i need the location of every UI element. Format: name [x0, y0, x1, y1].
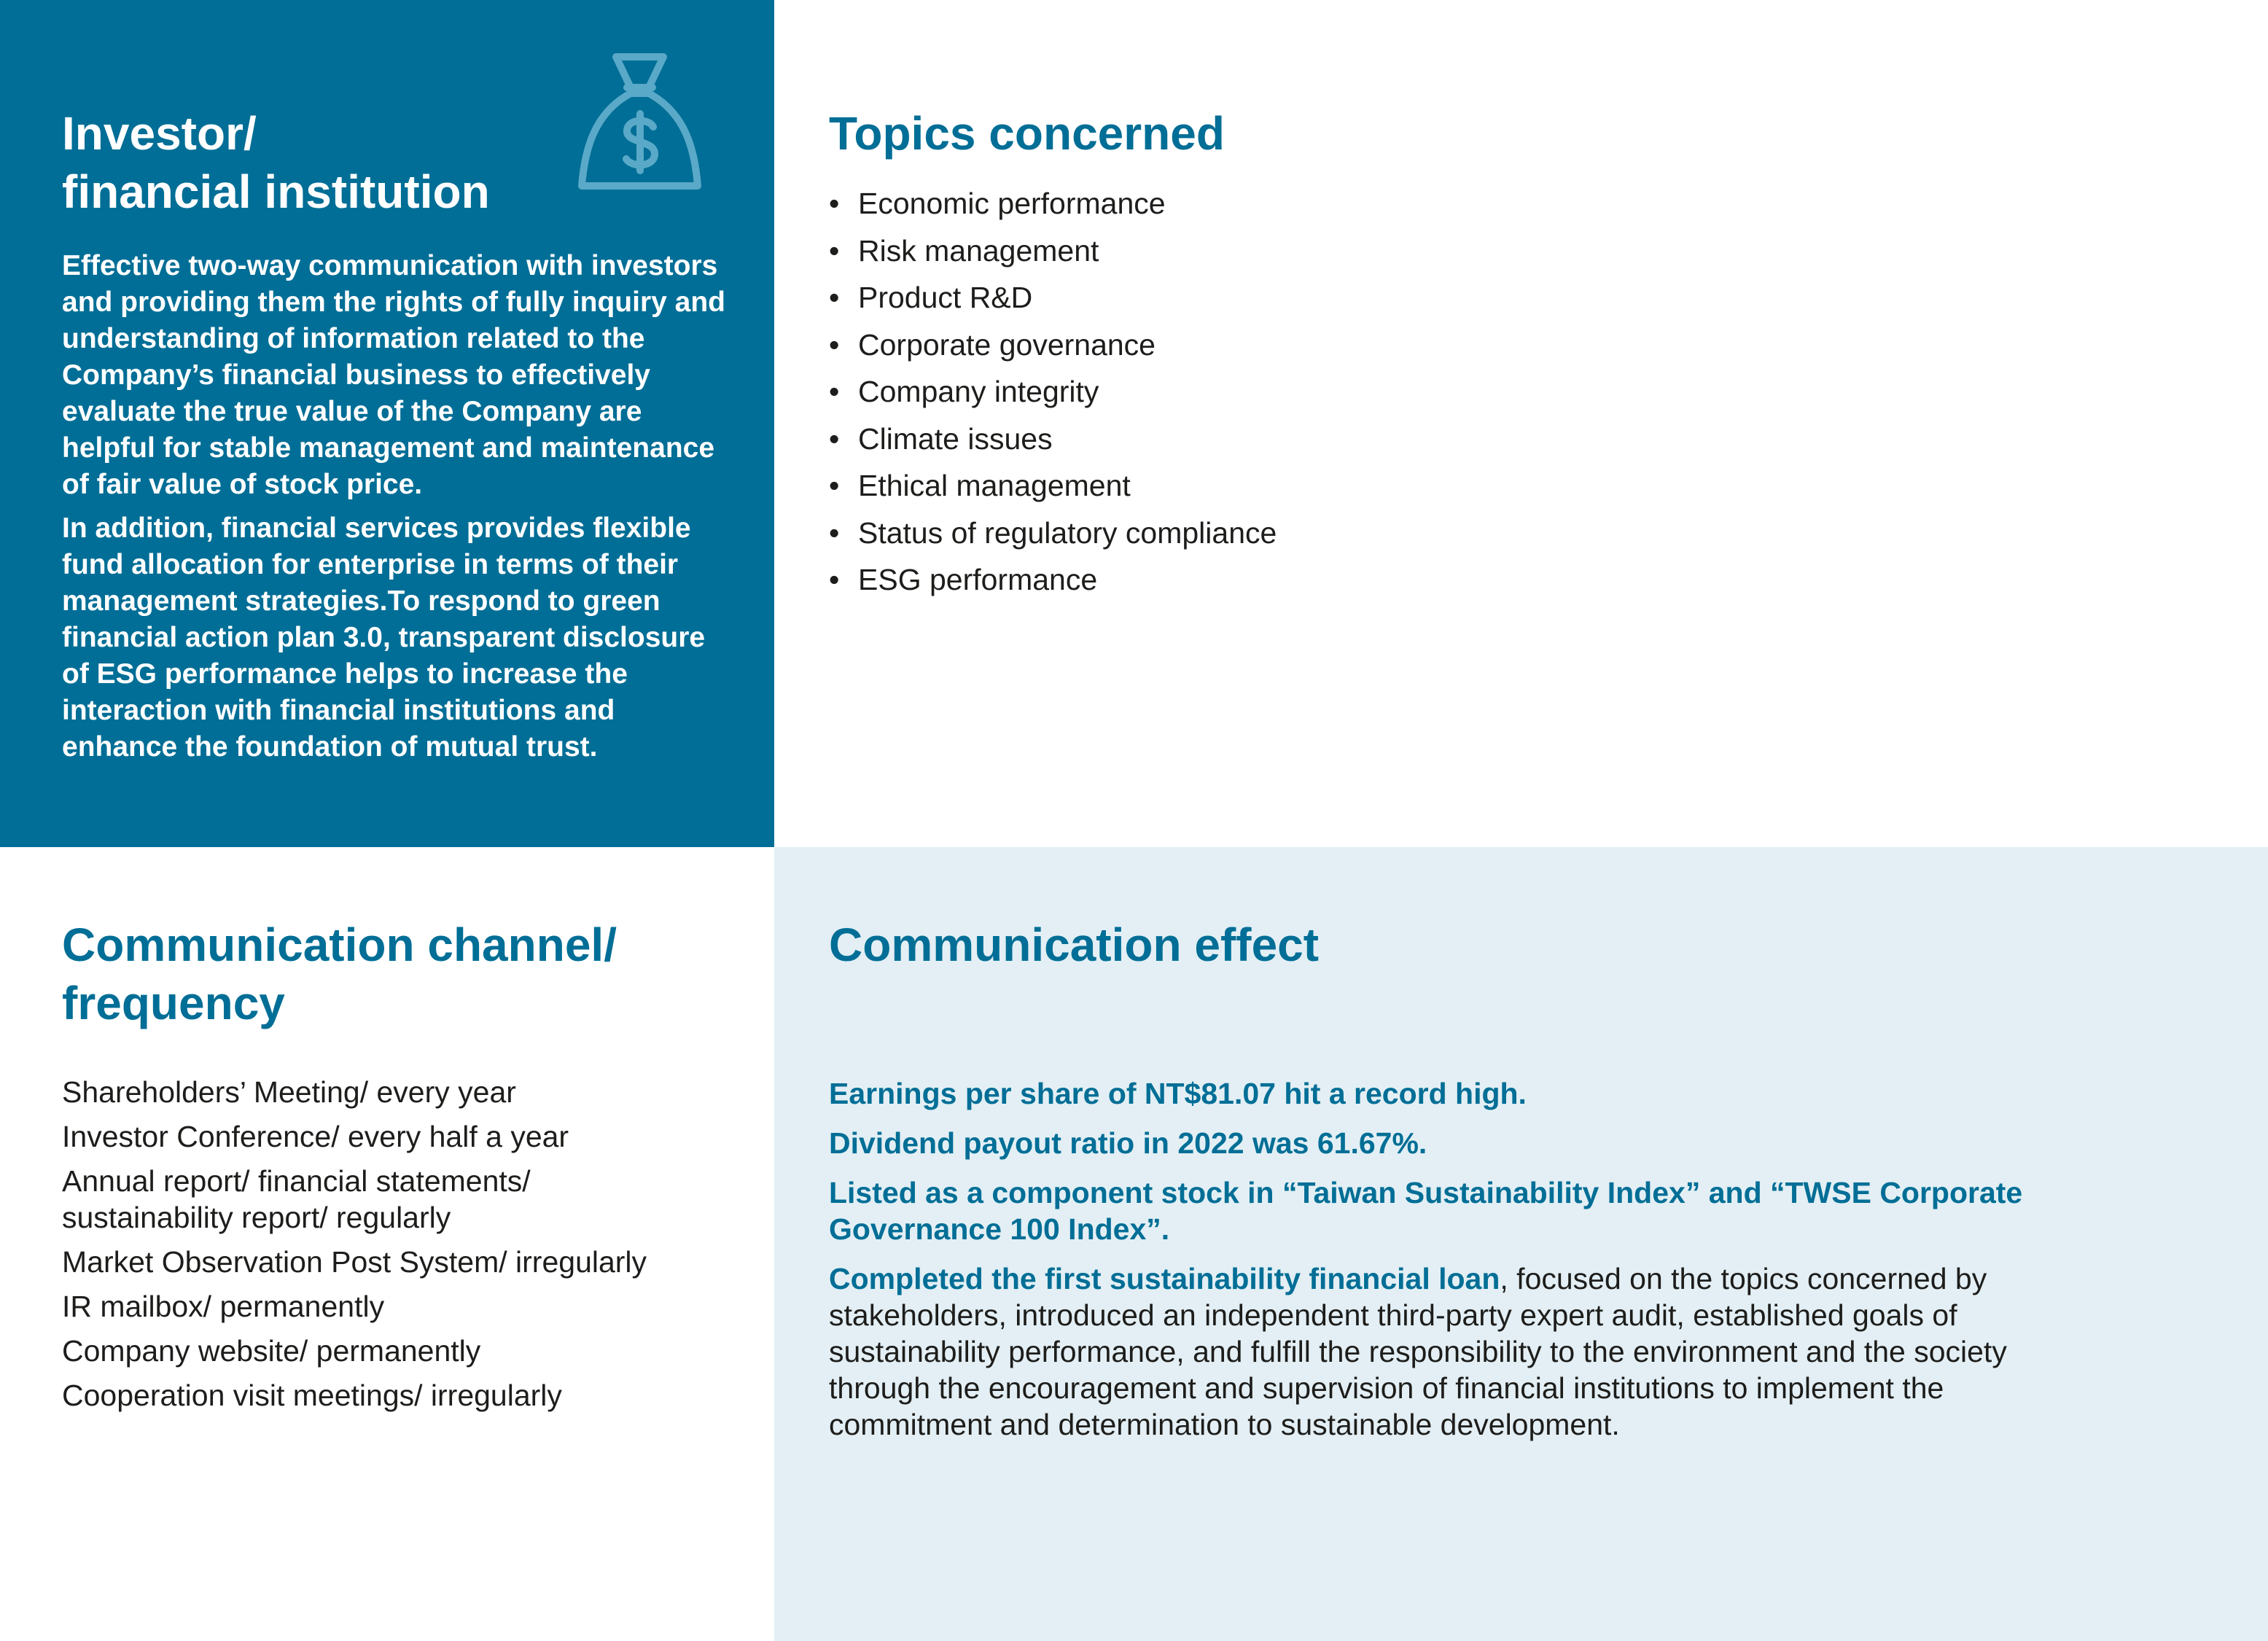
effect-item: Dividend payout ratio in 2022 was 61.67%.: [829, 1126, 1427, 1160]
channel-list: [62, 1074, 762, 1422]
list-item: • Climate issues: [829, 416, 1277, 463]
list-item: Cooperation visit meetings/ irregularly: [62, 1379, 562, 1412]
investor-paragraph-1: Effective two-way communication with investors and providing them the rights of fully inquiry and understanding of information related to the Company’s financial business to effectively evaluate the true value of the Company are helpful for stable management and maintenance of fair value of stock price.: [62, 250, 726, 500]
list-item: Market Observation Post System/ irregularly: [62, 1245, 647, 1279]
bullet: •: [829, 515, 840, 550]
list-item: Shareholders’ Meeting/ every year: [62, 1075, 516, 1109]
list-item: IR mailbox/ permanently: [62, 1290, 385, 1323]
bullet: •: [829, 327, 840, 362]
list-item: • Corporate governance: [829, 321, 1277, 369]
money-bag-icon: [576, 51, 704, 193]
topics-title: Topics concerned: [829, 107, 1225, 160]
bullet: •: [829, 421, 840, 456]
list-item: Company website/ permanently: [62, 1334, 481, 1368]
list-item: • Product R&D: [829, 274, 1277, 321]
bullet: •: [829, 375, 840, 408]
bullet: •: [829, 187, 840, 220]
effect-item: [829, 1260, 2054, 1443]
list-item: Annual report/ financial statements/ sustainability report/ regularly: [62, 1164, 531, 1234]
bullet: •: [829, 281, 840, 314]
effect-item-highlight: Completed the first sustainability financial loan: [829, 1262, 1500, 1295]
list-item: • Company integrity: [829, 368, 1277, 416]
list-item: Investor Conference/ every half a year: [62, 1120, 569, 1153]
investor-panel: [0, 0, 774, 847]
list-item: • Status of regulatory compliance: [829, 510, 1277, 557]
list-item: • Risk management: [829, 227, 1277, 275]
investor-description: [62, 248, 733, 773]
list-item: • Economic performance: [829, 180, 1277, 227]
channel-title: [62, 916, 617, 1032]
bullet: •: [829, 563, 840, 596]
list-item: • Ethical management: [829, 462, 1277, 510]
effect-title: Communication effect: [829, 919, 1320, 971]
list-item: • ESG performance: [829, 556, 1277, 604]
channel-title-line2: frequency: [62, 977, 285, 1029]
investor-title-line2: financial institution: [62, 165, 490, 218]
topics-list: [829, 180, 1277, 604]
channel-title-line1: Communication channel/: [62, 919, 617, 971]
effect-item: Earnings per share of NT$81.07 hit a record high.: [829, 1077, 1527, 1110]
effect-list: [829, 1075, 2141, 1456]
investor-paragraph-2: In addition, financial services provides flexible fund allocation for enterprise in terms of their management strategies.To respond to green financial action plan 3.0, transparent disclosure of ESG performance helps to increase the interaction with financial institutions and enhance the foundation of mutual trust.: [62, 512, 706, 763]
investor-title: [62, 104, 490, 221]
bullet: •: [829, 233, 840, 268]
investor-title-line1: Investor/: [62, 107, 257, 160]
effect-item: Listed as a component stock in “Taiwan Sustainability Index” and “TWSE Corporate Governance 100 Index”.: [829, 1176, 2023, 1246]
bullet: •: [829, 469, 840, 502]
effect-item-text: , focused on the topics concerned by stakeholders, introduced an independent third-party expert audit, established goals of sustainability performance, and fulfill the responsibility to the environment and the society through the encouragement and supervision of financial institutions to implement the commitment and determination to sustainable development.: [829, 1262, 2007, 1441]
